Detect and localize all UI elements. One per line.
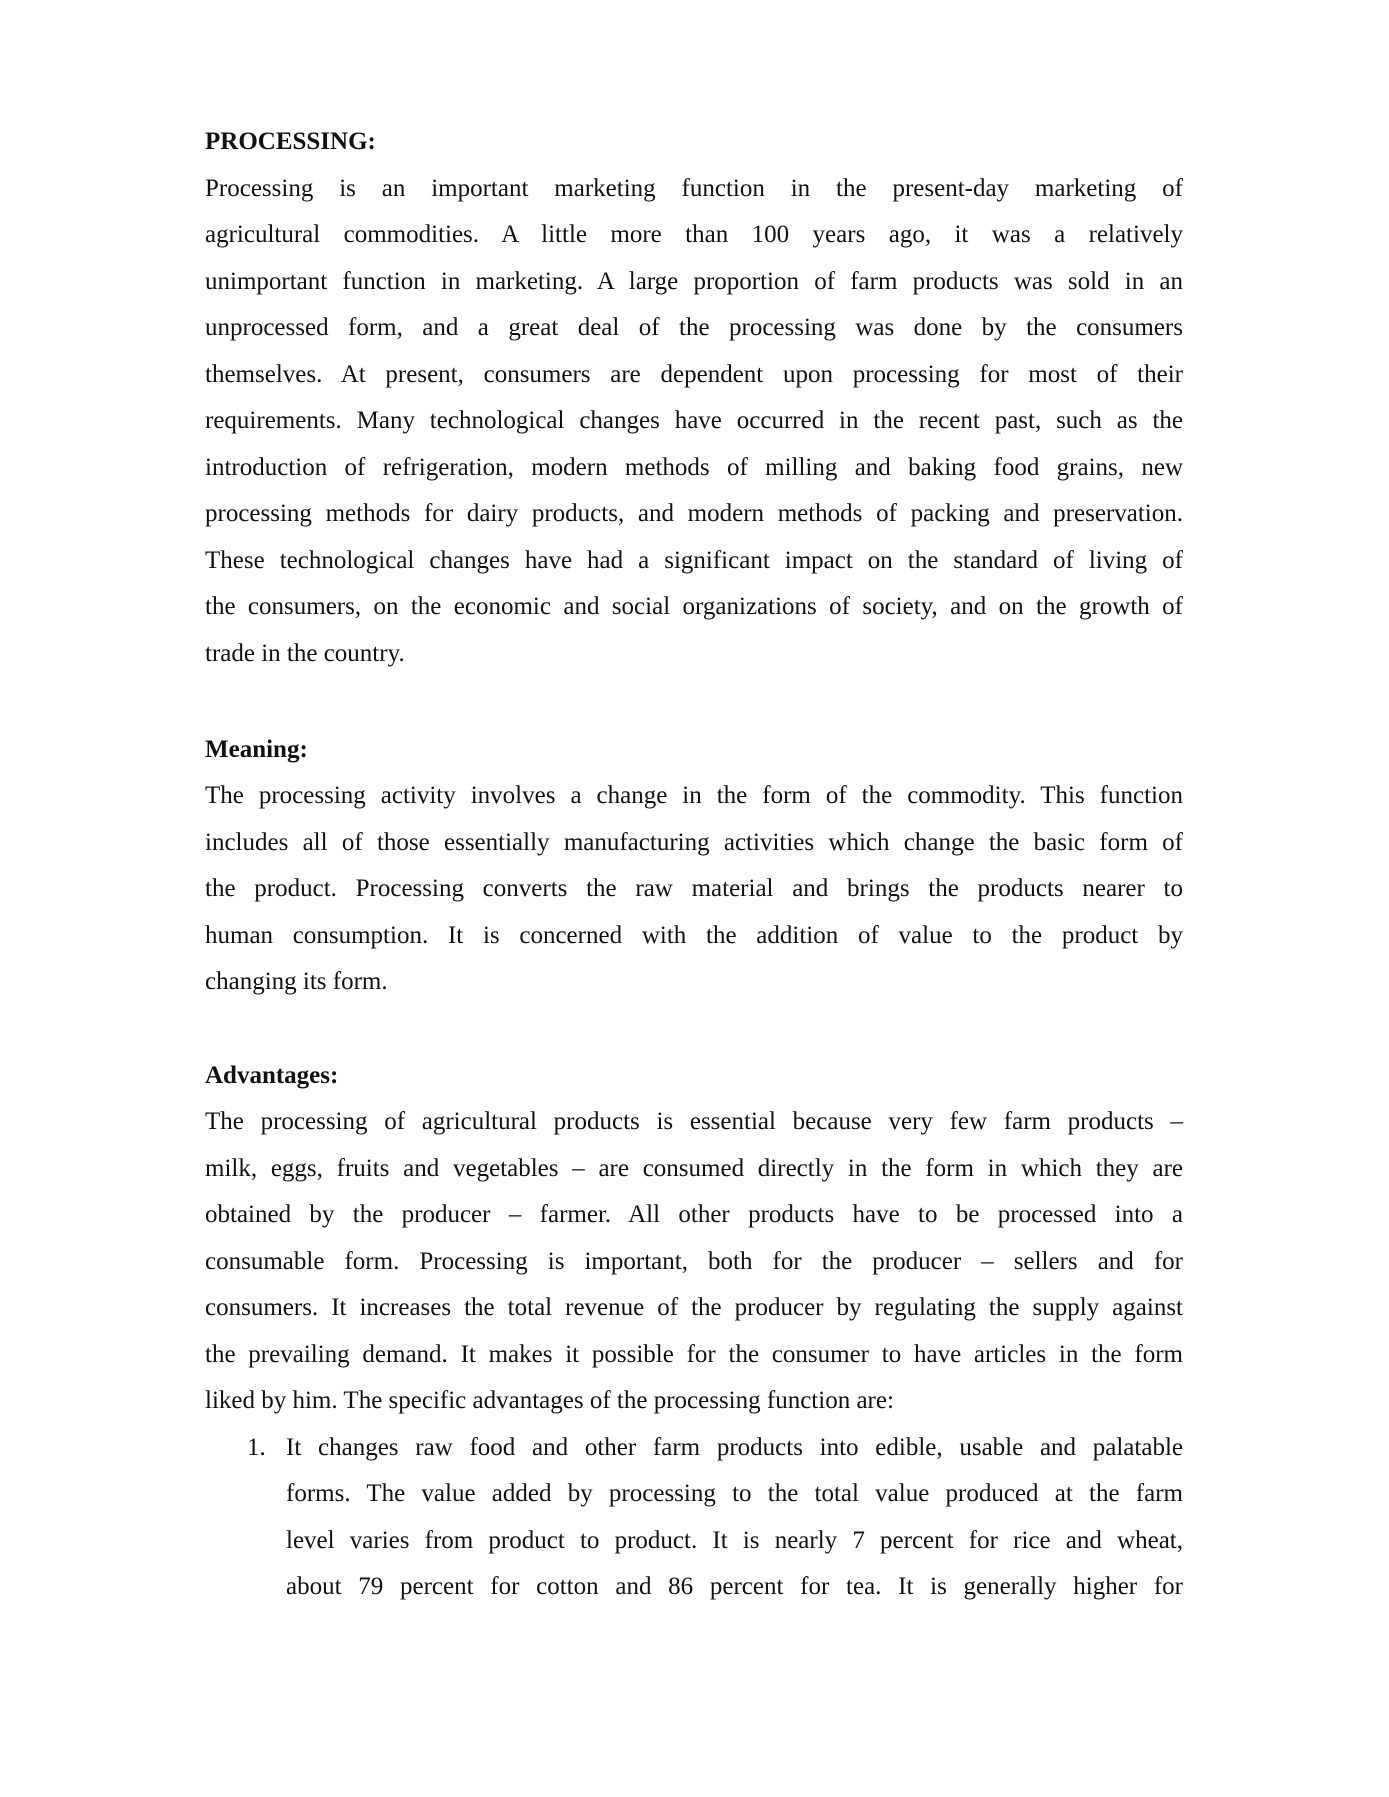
paragraph-line: unimportant function in marketing. A large proportion of farm products was sold in an xyxy=(205,268,1183,295)
list-item-number: 1. xyxy=(247,1434,266,1461)
list-item-line: It changes raw food and other farm products into edible, usable and palatable xyxy=(286,1434,1183,1461)
paragraph-line: unprocessed form, and a great deal of the processing was done by the consumers xyxy=(205,314,1183,341)
paragraph-line: requirements. Many technological changes have occurred in the recent past, such as the xyxy=(205,407,1183,434)
paragraph-line: These technological changes have had a significant impact on the standard of living of xyxy=(205,547,1183,574)
paragraph-line: The processing of agricultural products is essential because very few farm products – xyxy=(205,1108,1183,1135)
paragraph-line: changing its form. xyxy=(205,968,388,995)
heading-processing: PROCESSING: xyxy=(205,128,376,155)
list-item-line: about 79 percent for cotton and 86 percent for tea. It is generally higher for xyxy=(286,1573,1183,1600)
paragraph-line: Processing is an important marketing function in the present-day marketing of xyxy=(205,175,1183,202)
paragraph-line: processing methods for dairy products, and modern methods of packing and preservation. xyxy=(205,500,1183,527)
paragraph-line: agricultural commodities. A little more than 100 years ago, it was a relatively xyxy=(205,221,1183,248)
paragraph-line: the consumers, on the economic and social organizations of society, and on the growth of xyxy=(205,593,1183,620)
paragraph-line: the product. Processing converts the raw material and brings the products nearer to xyxy=(205,875,1183,902)
paragraph-line: liked by him. The specific advantages of the processing function are: xyxy=(205,1387,894,1414)
heading-meaning: Meaning: xyxy=(205,736,308,763)
paragraph-line: The processing activity involves a change in the form of the commodity. This function xyxy=(205,782,1183,809)
paragraph-line: consumers. It increases the total revenue of the producer by regulating the supply against xyxy=(205,1294,1183,1321)
list-item-line: level varies from product to product. It is nearly 7 percent for rice and wheat, xyxy=(286,1527,1183,1554)
paragraph-line: obtained by the producer – farmer. All other products have to be processed into a xyxy=(205,1201,1183,1228)
paragraph-line: includes all of those essentially manufacturing activities which change the basic form of xyxy=(205,829,1183,856)
heading-advantages: Advantages: xyxy=(205,1062,339,1089)
paragraph-line: themselves. At present, consumers are dependent upon processing for most of their xyxy=(205,361,1183,388)
paragraph-line: milk, eggs, fruits and vegetables – are consumed directly in the form in which they are xyxy=(205,1155,1183,1182)
paragraph-line: introduction of refrigeration, modern methods of milling and baking food grains, new xyxy=(205,454,1183,481)
paragraph-line: consumable form. Processing is important, both for the producer – sellers and for xyxy=(205,1248,1183,1275)
paragraph-line: the prevailing demand. It makes it possible for the consumer to have articles in the form xyxy=(205,1341,1183,1368)
paragraph-line: trade in the country. xyxy=(205,640,405,667)
paragraph-line: human consumption. It is concerned with the addition of value to the product by xyxy=(205,922,1183,949)
list-item-line: forms. The value added by processing to the total value produced at the farm xyxy=(286,1480,1183,1507)
